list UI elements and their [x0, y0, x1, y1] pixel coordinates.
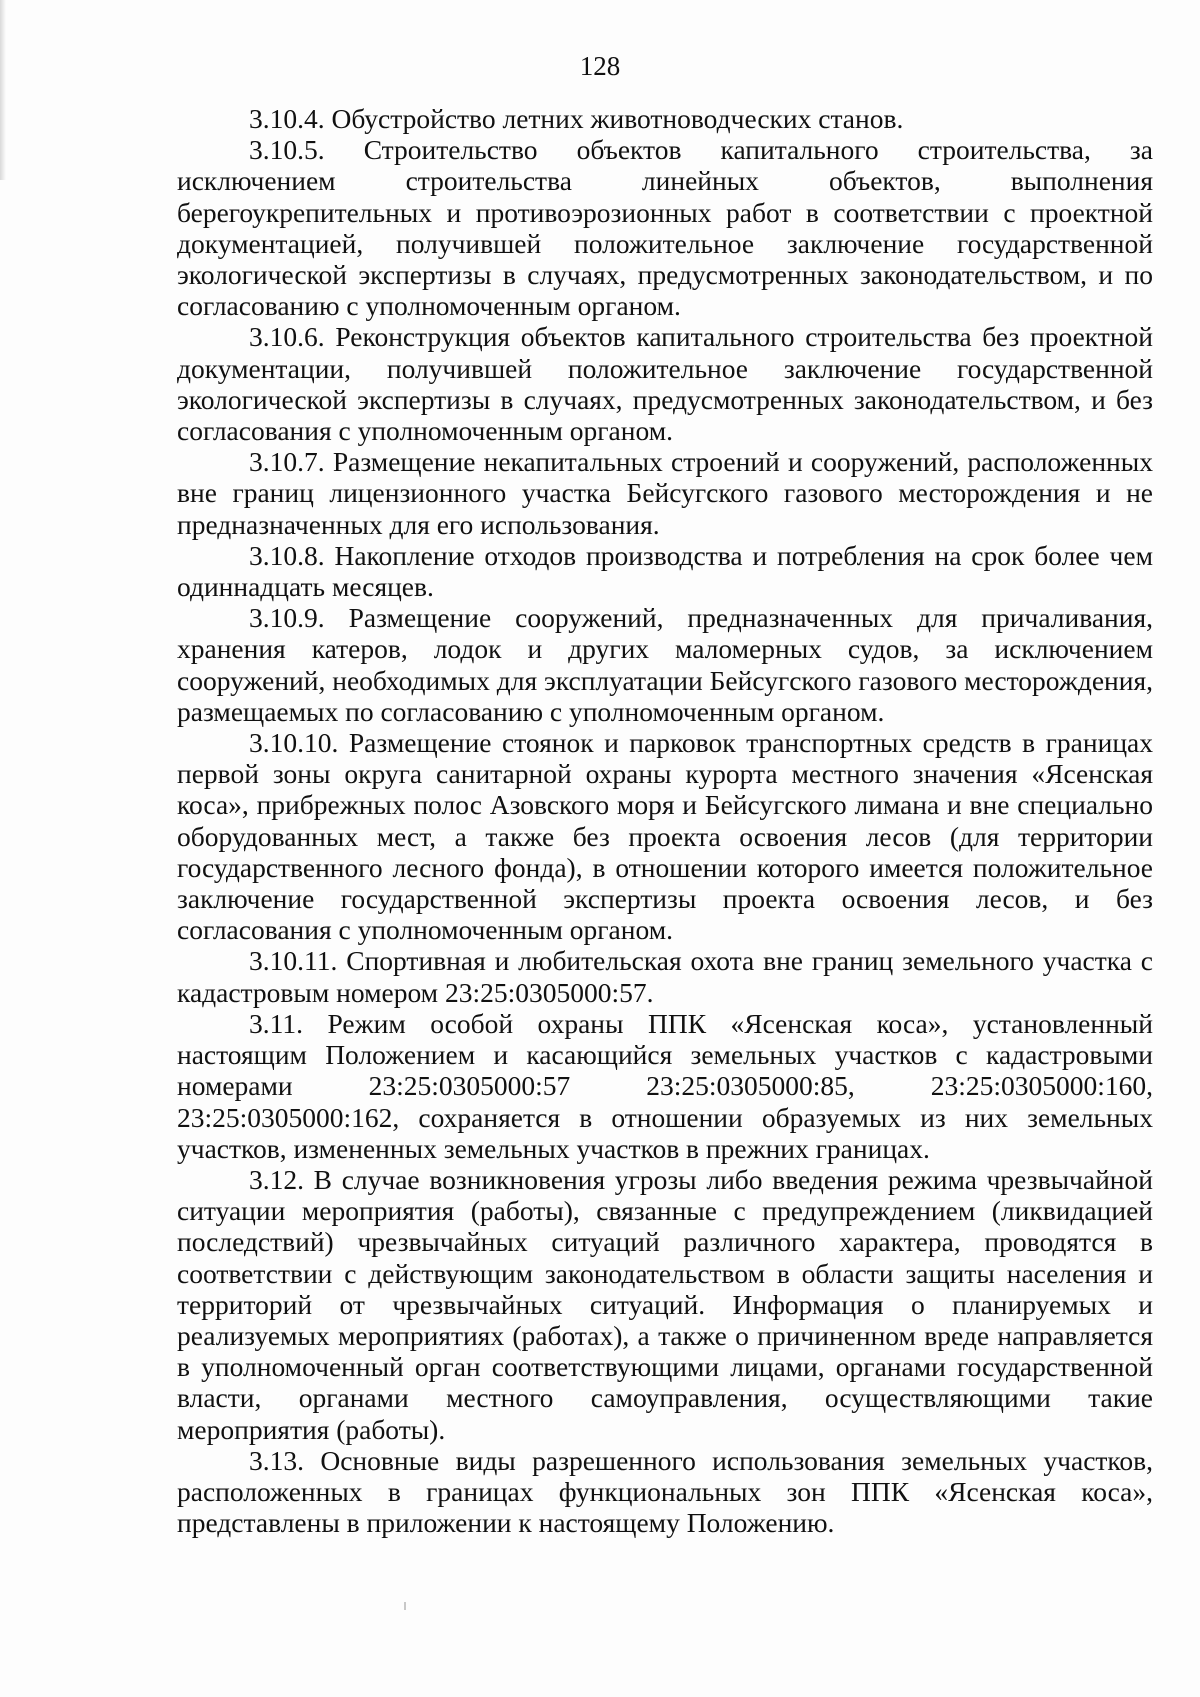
paragraph-3-11: 3.11. Режим особой охраны ППК «Ясенская коса», установленный настоящим Положением и касающийся земельных участков с кадастровыми номерами 23:25:0305000:57 23:25:0305000:85, 23:25:0305000:160, 23:25:0305000:162, сохраняется в отношении образуемых из них земельных участков, измененных земельных участков в прежних границах.	[177, 1007, 1153, 1164]
paragraph-3-12: 3.12. В случае возникновения угрозы либо введения режима чрезвычайной ситуации мероприятия (работы), связанные с предупреждением (ликвидацией последствий) чрезвычайных ситуаций различного характера, проводятся в соответствии с действующим законодательством в области защиты населения и территорий от чрезвычайных ситуаций. Информация о планируемых и реализуемых мероприятиях (работах), а также о причиненном вреде направляется в уполномоченный орган соответствующими лицами, органами государственной власти, органами местного самоуправления, осуществляющими такие мероприятия (работы).	[177, 1163, 1153, 1445]
paragraph-3-10-7: 3.10.7. Размещение некапитальных строений и сооружений, расположенных вне границ лицензионного участка Бейсугского газового месторождения и не предназначенных для его использования.	[177, 446, 1153, 540]
paragraph-3-10-4: 3.10.4. Обустройство летних животноводческих станов.	[249, 103, 904, 134]
paragraph-3-10-5: 3.10.5. Строительство объектов капитального строительства, за исключением строительства линейных объектов, выполнения берегоукрепительных и противоэрозионных работ в соответствии с проектной документацией, получившей положительное заключение государственной экологической экспертизы в случаях, предусмотренных законодательством, и по согласованию с уполномоченным органом.	[177, 134, 1153, 322]
page-number: 128	[579, 51, 621, 81]
paragraph-3-10-8: 3.10.8. Накопление отходов производства и потребления на срок более чем одиннадцать месяцев.	[177, 539, 1153, 603]
paragraph-3-10-6: 3.10.6. Реконструкция объектов капитального строительства без проектной документации, получившей положительное заключение государственной экологической экспертизы в случаях, предусмотренных законодательством, и без согласования с уполномоченным органом.	[177, 321, 1153, 447]
paragraph-3-10-11: 3.10.11. Спортивная и любительская охота вне границ земельного участка с кадастровым номером 23:25:0305000:57.	[177, 945, 1153, 1008]
document-body	[177, 103, 1153, 1538]
paragraph-3-10-9: 3.10.9. Размещение сооружений, предназначенных для причаливания, хранения катеров, лодок и других маломерных судов, за исключением сооружений, необходимых для эксплуатации Бейсугского газового месторождения, размещаемых по согласованию с уполномоченным органом.	[177, 602, 1153, 727]
scan-speck	[404, 1602, 406, 1610]
scan-edge-shadow	[0, 0, 6, 180]
paragraph-3-10-10: 3.10.10. Размещение стоянок и парковок транспортных средств в границах первой зоны округа санитарной охраны курорта местного значения «Ясенская коса», прибрежных полос Азовского моря и Бейсугского лимана и вне специально оборудованных мест, а также без проекта освоения лесов (для территории государственного лесного фонда), в отношении которого имеется положительное заключение государственной экспертизы проекта освоения лесов, и без согласования с уполномоченным органом.	[177, 727, 1153, 946]
paragraph-3-13: 3.13. Основные виды разрешенного использования земельных участков, расположенных в границах функциональных зон ППК «Ясенская коса», представлены в приложении к настоящему Положению.	[177, 1444, 1153, 1539]
